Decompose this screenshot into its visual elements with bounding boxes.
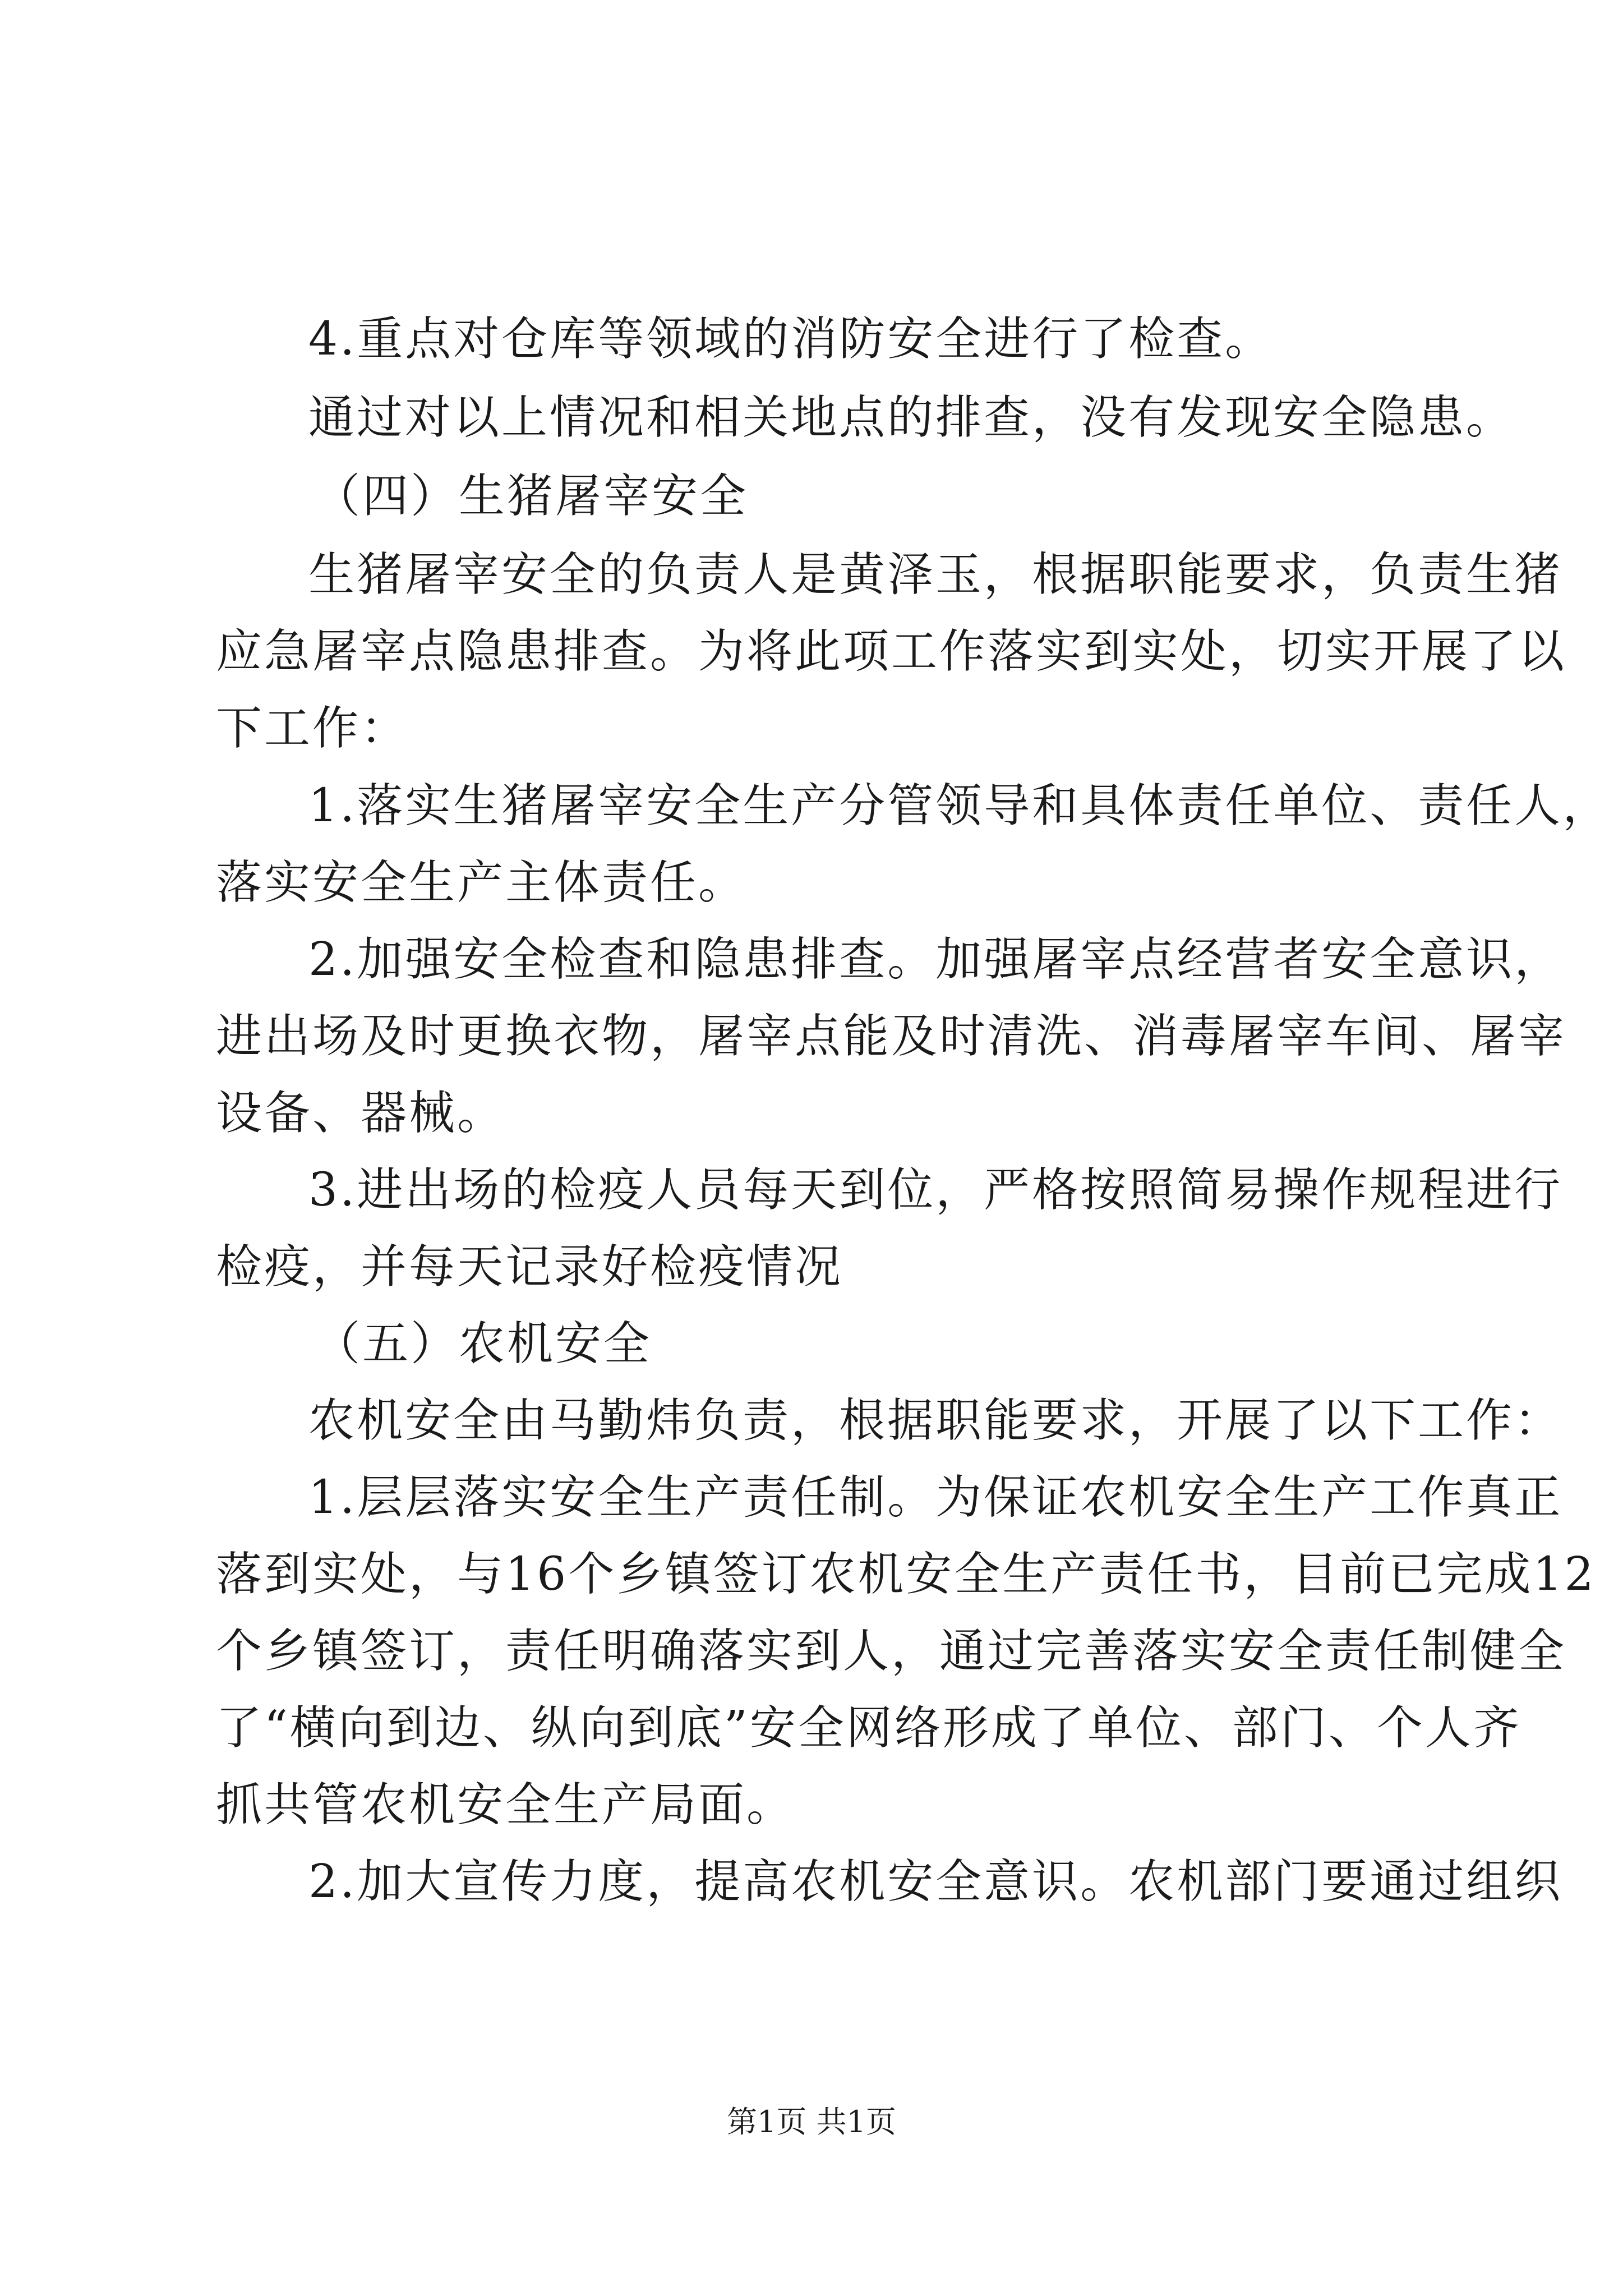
paragraph-line: 抓共管农机安全生产局面。 [216, 1778, 795, 1832]
list-item-4: 4.重点对仓库等领域的消防安全进行了检查。 [308, 312, 1274, 366]
list-item-3: 3.进出场的检疫人员每天到位，严格按照简易操作规程进行 [308, 1163, 1563, 1217]
paragraph-line: 应急屠宰点隐患排查。为将此项工作落实到实处，切实开展了以 [216, 625, 1567, 678]
paragraph-line: 落实安全生产主体责任。 [216, 856, 747, 909]
paragraph-line: 检疫，并每天记录好检疫情况 [216, 1240, 843, 1294]
paragraph-line: 生猪屠宰安全的负责人是黄泽玉，根据职能要求，负责生猪 [308, 548, 1563, 601]
paragraph-line: 下工作： [216, 702, 409, 755]
section-heading-4: （四）生猪屠宰安全 [314, 470, 749, 523]
paragraph-summary: 通过对以上情况和相关地点的排查，没有发现安全隐患。 [308, 391, 1515, 444]
paragraph-line: 进出场及时更换衣物，屠宰点能及时清洗、消毒屠宰车间、屠宰 [216, 1010, 1567, 1063]
paragraph-line: 了“横向到边、纵向到底”安全网络形成了单位、部门、个人齐 [216, 1701, 1521, 1755]
paragraph-line: 落到实处，与16个乡镇签订农机安全生产责任书，目前已完成12 [216, 1548, 1596, 1601]
paragraph-line: 农机安全由马勤炜负责，根据职能要求，开展了以下工作： [308, 1394, 1563, 1447]
paragraph-line: 个乡镇签订，责任明确落实到人，通过完善落实安全责任制健全 [216, 1625, 1567, 1678]
list-item-1: 1.层层落实安全生产责任制。为保证农机安全生产工作真正 [308, 1471, 1563, 1524]
list-item-1: 1.落实生猪屠宰安全生产分管领导和具体责任单位、责任人， [308, 779, 1611, 832]
list-item-2: 2.加强安全检查和隐患排查。加强屠宰点经营者安全意识， [308, 933, 1563, 986]
page-footer: 第1页 共1页 [727, 2104, 896, 2139]
section-heading-5: （五）农机安全 [314, 1317, 652, 1370]
paragraph-line: 设备、器械。 [216, 1087, 506, 1140]
list-item-2: 2.加大宣传力度，提高农机安全意识。农机部门要通过组织 [308, 1855, 1563, 1908]
